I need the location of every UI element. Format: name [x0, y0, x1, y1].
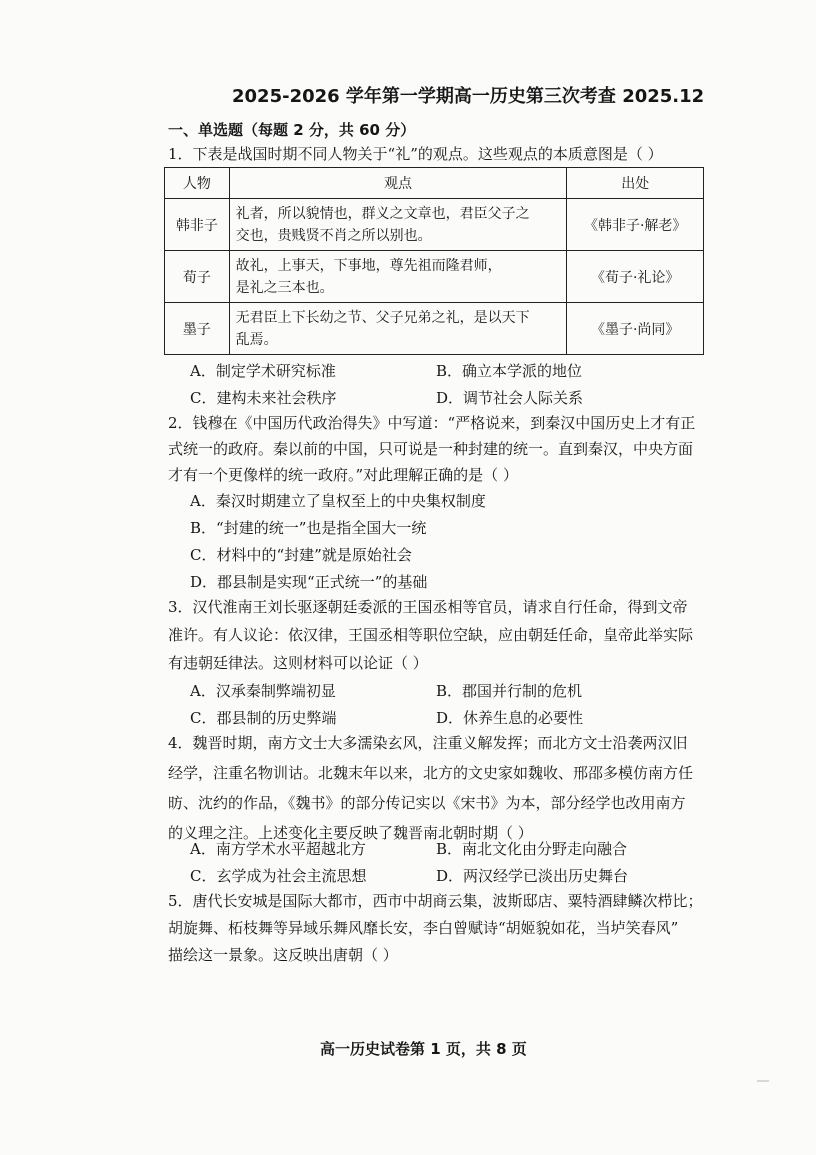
option-b[interactable]: B．确立本学派的地位: [436, 362, 583, 380]
option-b[interactable]: B．南北文化由分野走向融合: [436, 840, 628, 858]
option-c[interactable]: C．材料中的“封建”就是原始社会: [190, 546, 412, 564]
table-cell-person: 韩非子: [165, 199, 230, 251]
question-3-line: 有违朝廷律法。这则材料可以论证（ ）: [168, 654, 428, 672]
question-5-line: 描绘这一景象。这反映出唐朝（ ）: [168, 946, 398, 964]
option-d[interactable]: D．调节社会人际关系: [436, 389, 584, 407]
question-5-line: 胡旋舞、柘枝舞等异域乐舞风靡长安，李白曾赋诗“胡姬貌如花，当垆笑春风”: [168, 919, 679, 937]
question-2-line: 2．钱穆在《中国历代政治得失》中写道：“严格说来，到秦汉中国历史上才有正: [168, 414, 696, 432]
option-c[interactable]: C．建构未来社会秩序: [190, 389, 337, 407]
question-2-line: 才有一个更像样的统一政府。”对此理解正确的是（ ）: [168, 466, 518, 484]
option-a[interactable]: A．秦汉时期建立了皇权至上的中央集权制度: [190, 492, 486, 510]
table-header-cell: 观点: [229, 168, 567, 199]
table-row: [165, 199, 704, 251]
table-cell-view: [229, 303, 567, 355]
scan-mark: [757, 1080, 769, 1082]
view-line: 乱焉。: [235, 331, 278, 348]
table-cell-source: 《墨子·尚同》: [567, 303, 704, 355]
question-2-line: 式统一的政府。秦以前的中国，只可说是一种封建的统一。直到秦汉，中央方面: [168, 440, 694, 458]
table-cell-person: 墨子: [165, 303, 230, 355]
table-cell-source: 《韩非子·解老》: [567, 199, 704, 251]
question-3-line: 3．汉代淮南王刘长驱逐朝廷委派的王国丞相等官员，请求自行任命，得到文帝: [168, 598, 688, 616]
table-cell-person: 荀子: [165, 251, 230, 303]
question-4-line: 4．魏晋时期，南方文士大多濡染玄风，注重义解发挥；而北方文士沿袭两汉旧: [168, 734, 688, 752]
option-c[interactable]: C．玄学成为社会主流思想: [190, 867, 367, 885]
table-row: [165, 251, 704, 303]
option-a[interactable]: A．制定学术研究标准: [190, 362, 336, 380]
table-cell-source: 《荀子·礼论》: [567, 251, 704, 303]
option-b[interactable]: B．“封建的统一”也是指全国大一统: [190, 519, 427, 537]
option-c[interactable]: C．郡县制的历史弊端: [190, 709, 337, 727]
view-line: 无君臣上下长幼之节、父子兄弟之礼，是以天下: [235, 309, 530, 326]
view-line: 交也，贵贱贤不肖之所以别也。: [235, 227, 432, 244]
question-4-line: 经学，注重名物训诂。北魏末年以来，北方的文史家如魏收、邢邵多模仿南方任: [168, 764, 694, 782]
question-4-line: 昉、沈约的作品，《魏书》的部分传记实以《宋书》为本，部分经学也改用南方: [168, 794, 686, 812]
option-d[interactable]: D．休养生息的必要性: [436, 709, 584, 727]
section-heading: 一、单选题（每题 2 分，共 60 分）: [168, 121, 416, 139]
table-cell-view: [229, 199, 567, 251]
option-a[interactable]: A．汉承秦制弊端初显: [190, 682, 336, 700]
table-header-row: [165, 168, 704, 199]
page-footer: 高一历史试卷第 1 页，共 8 页: [320, 1040, 527, 1058]
table-header-cell: 人物: [165, 168, 230, 199]
table-header-cell: 出处: [567, 168, 704, 199]
option-d[interactable]: D．两汉经学已淡出历史舞台: [436, 867, 629, 885]
option-d[interactable]: D．郡县制是实现“正式统一”的基础: [190, 573, 428, 591]
question-4-line: 的义理之注。上述变化主要反映了魏晋南北朝时期（ ）: [168, 824, 533, 842]
option-a[interactable]: A．南方学术水平超越北方: [190, 840, 366, 858]
question-3-line: 准许。有人议论：依汉律，王国丞相等职位空缺，应由朝廷任命，皇帝此举实际: [168, 626, 694, 644]
exam-title: 2025-2026 学年第一学期高一历史第三次考查 2025.12: [232, 86, 705, 107]
question-5-line: 5．唐代长安城是国际大都市，西市中胡商云集，波斯邸店、粟特酒肆鳞次栉比；: [168, 892, 703, 910]
question-1-stem: 1．下表是战国时期不同人物关于“礼”的观点。这些观点的本质意图是（ ）: [168, 145, 663, 163]
option-b[interactable]: B．郡国并行制的危机: [436, 682, 583, 700]
table-row: [165, 303, 704, 355]
view-line: 礼者，所以貌情也，群义之文章也，君臣父子之: [235, 205, 530, 222]
view-line: 故礼，上事天，下事地，尊先祖而隆君师，: [235, 257, 502, 274]
view-line: 是礼之三本也。: [235, 279, 334, 296]
viewpoints-table: [164, 167, 704, 355]
table-cell-view: [229, 251, 567, 303]
